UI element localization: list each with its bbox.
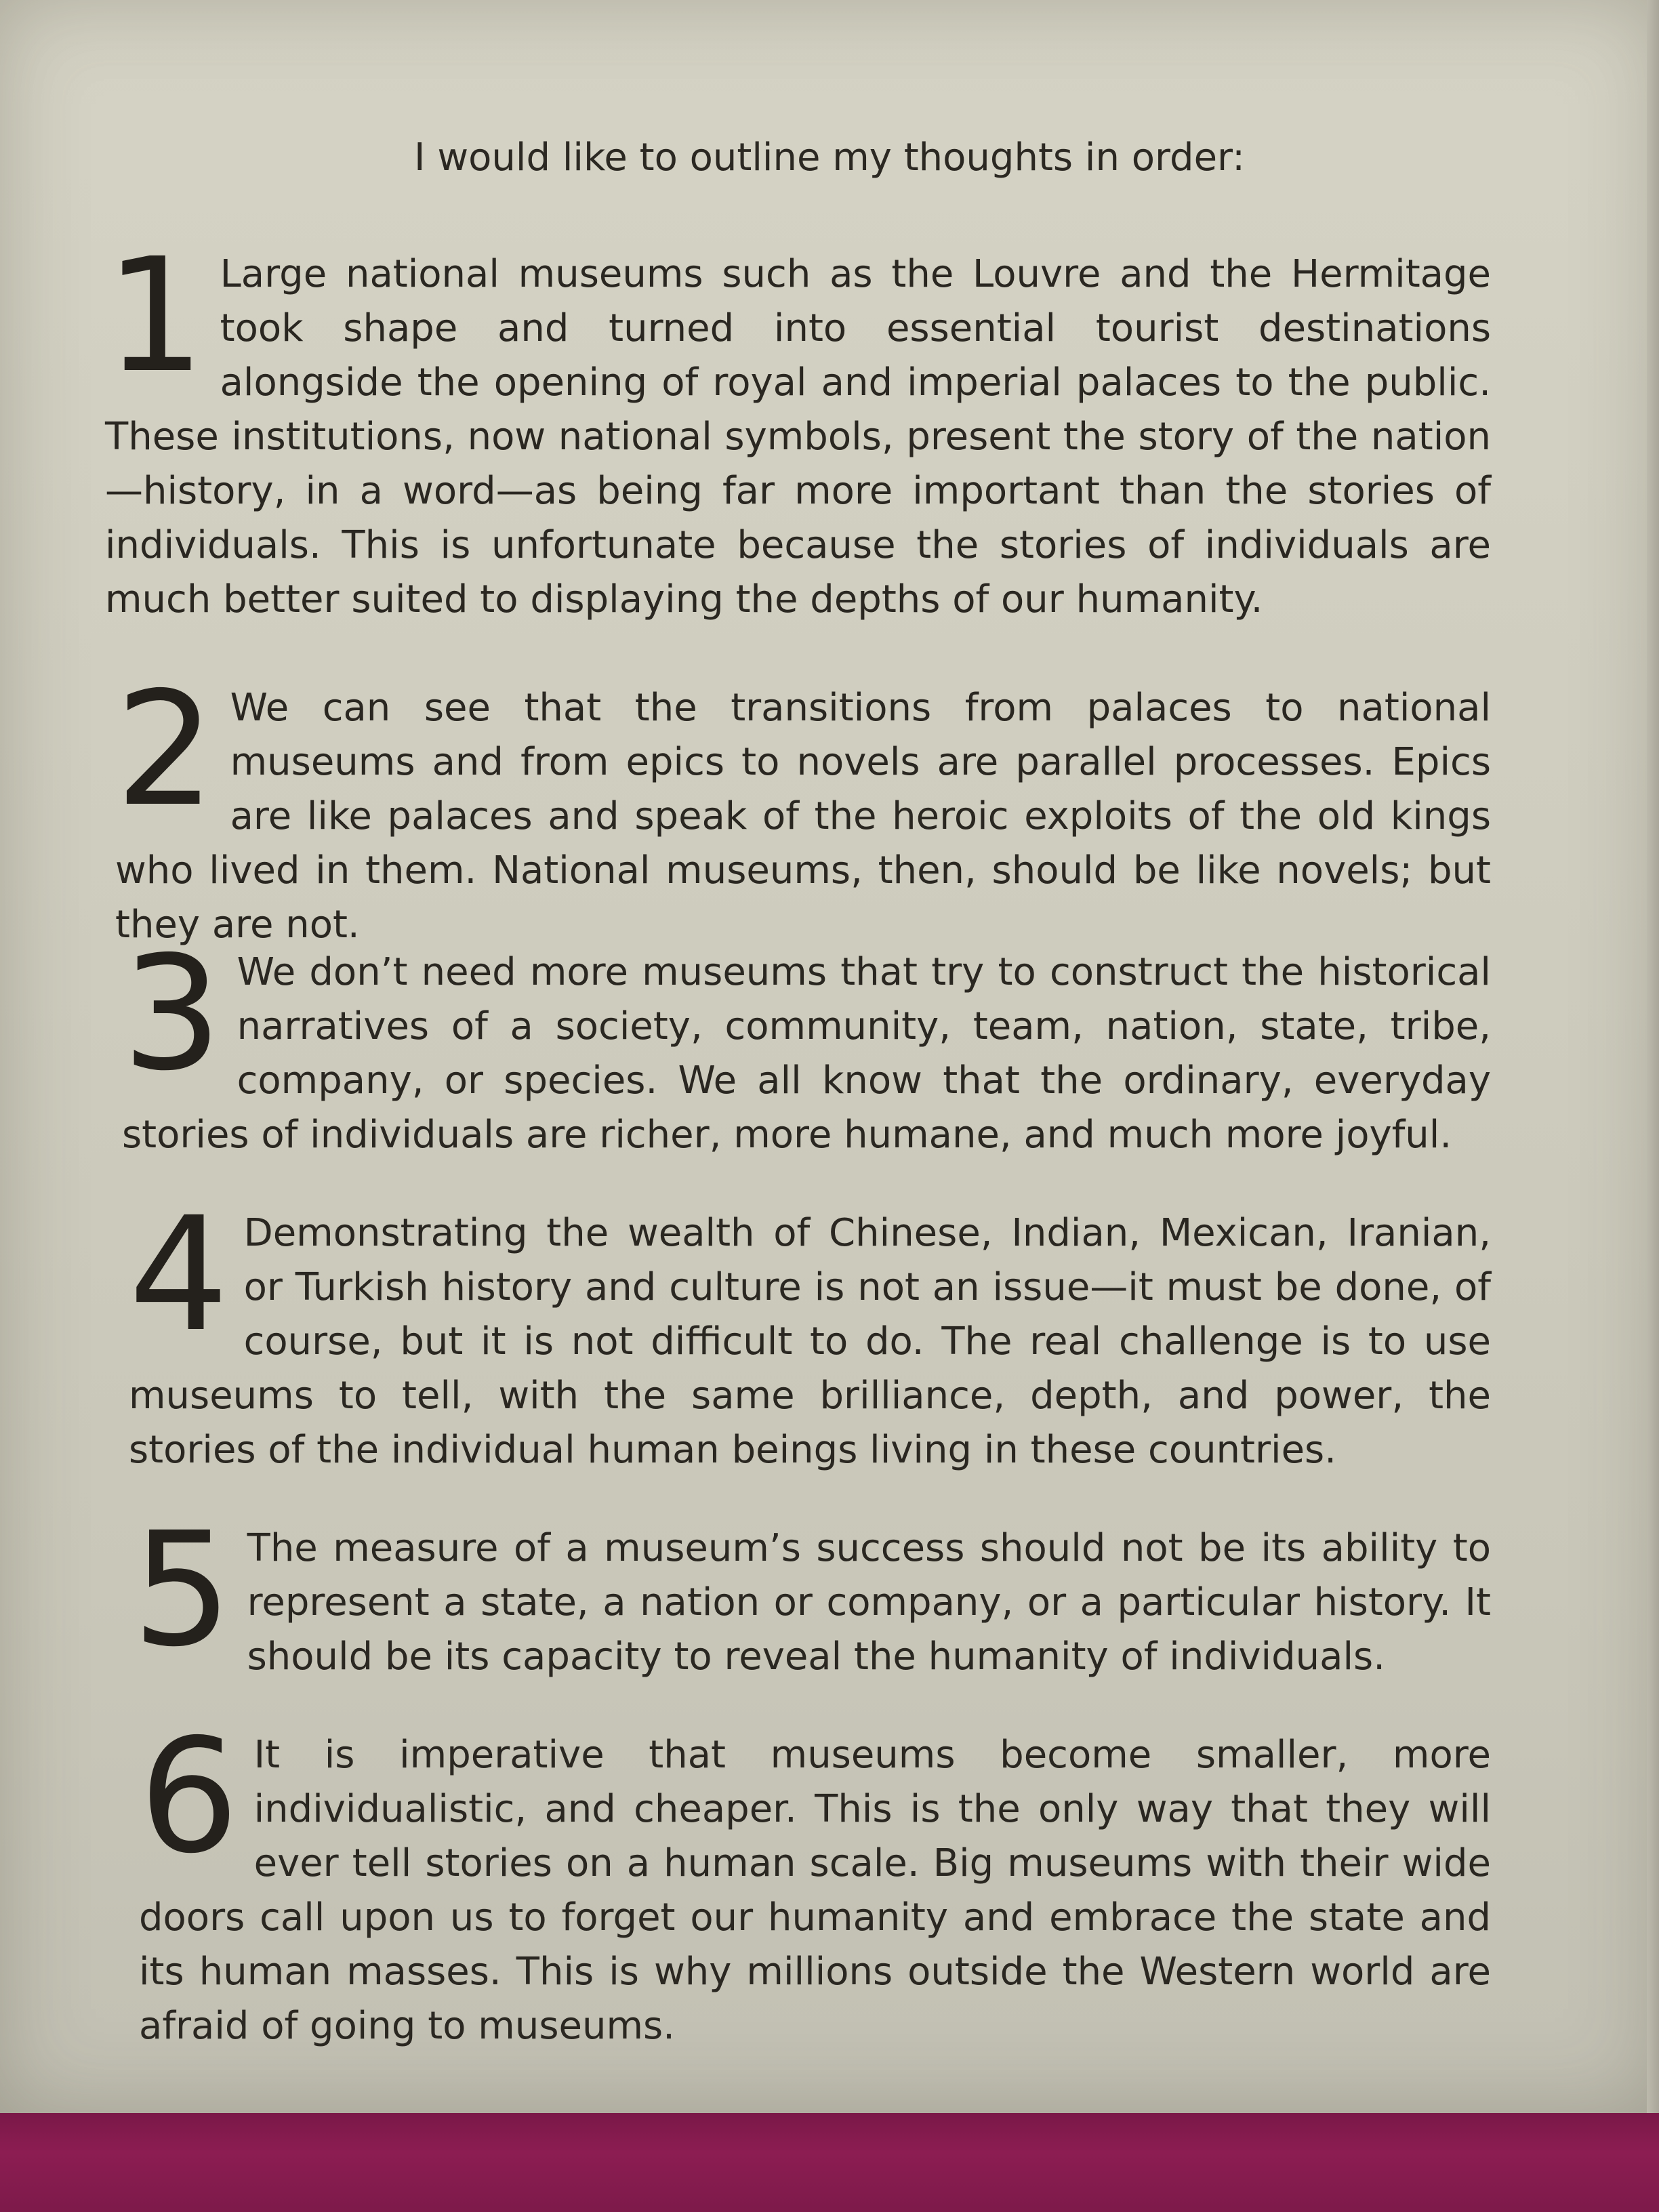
thought-text: Demonstrating the wealth of Chinese, Indian, Mexican, Iranian, or Turkish history and culture is not an issue—it must be done, of course, but it is not difficult to do. The real challenge is to use museums to tell, with the same brilliance, depth, and power, the stories of the individual human beings living in these countries. [129, 1211, 1491, 1472]
thought-item-3 [122, 922, 1491, 1162]
thought-item-5 [132, 1498, 1491, 1684]
thought-item-2 [115, 658, 1491, 952]
thought-number: 3 [122, 922, 222, 1105]
thought-number: 2 [115, 658, 216, 841]
thought-number: 4 [129, 1183, 229, 1366]
thought-number: 6 [139, 1705, 239, 1888]
thought-text: We don’t need more museums that try to construct the historical narratives of a society, community, team, nation, state, tribe, company, or species. We all know that the ordinary, everyday stories of individuals are richer, more humane, and much more joyful. [122, 950, 1491, 1157]
thought-item-1 [105, 224, 1491, 627]
thought-text: It is imperative that museums become smaller, more individualistic, and cheaper. This is the only way that they will ever tell stories on a human scale. Big museums with their wide doors call upon us to forget our humanity and embrace the state and its human masses. This is why millions outside the Western world are afraid of going to museums. [139, 1733, 1491, 2048]
thought-text: Large national museums such as the Louvre and the Hermitage took shape and turned into essential tourist destinations alongside the opening of royal and imperial palaces to the public. These institutions, now national symbols, present the story of the nation—history, in a word—as being far more important than the stories of individuals. This is unfortunate because the stories of individuals are much better suited to displaying the depths of our humanity. [105, 252, 1491, 621]
thought-number: 5 [132, 1498, 232, 1681]
thought-item-6 [139, 1705, 1491, 2053]
thought-text: The measure of a museum’s success should not be its ability to represent a state, a nation or company, or a particular history. It should be its capacity to reveal the humanity of individuals. [247, 1526, 1491, 1679]
placard-edge [1647, 0, 1659, 2113]
thought-item-4 [129, 1183, 1491, 1477]
placard-heading: I would like to outline my thoughts in order: [414, 136, 1245, 180]
thought-text: We can see that the transitions from palaces to national museums and from epics to novels are parallel processes. Epics are like palaces and speak of the heroic exploits of the old kings who lived in them. National museums, then, should be like novels; but they are not. [115, 686, 1491, 947]
thought-number: 1 [105, 224, 205, 407]
wall-strip [0, 2113, 1659, 2212]
